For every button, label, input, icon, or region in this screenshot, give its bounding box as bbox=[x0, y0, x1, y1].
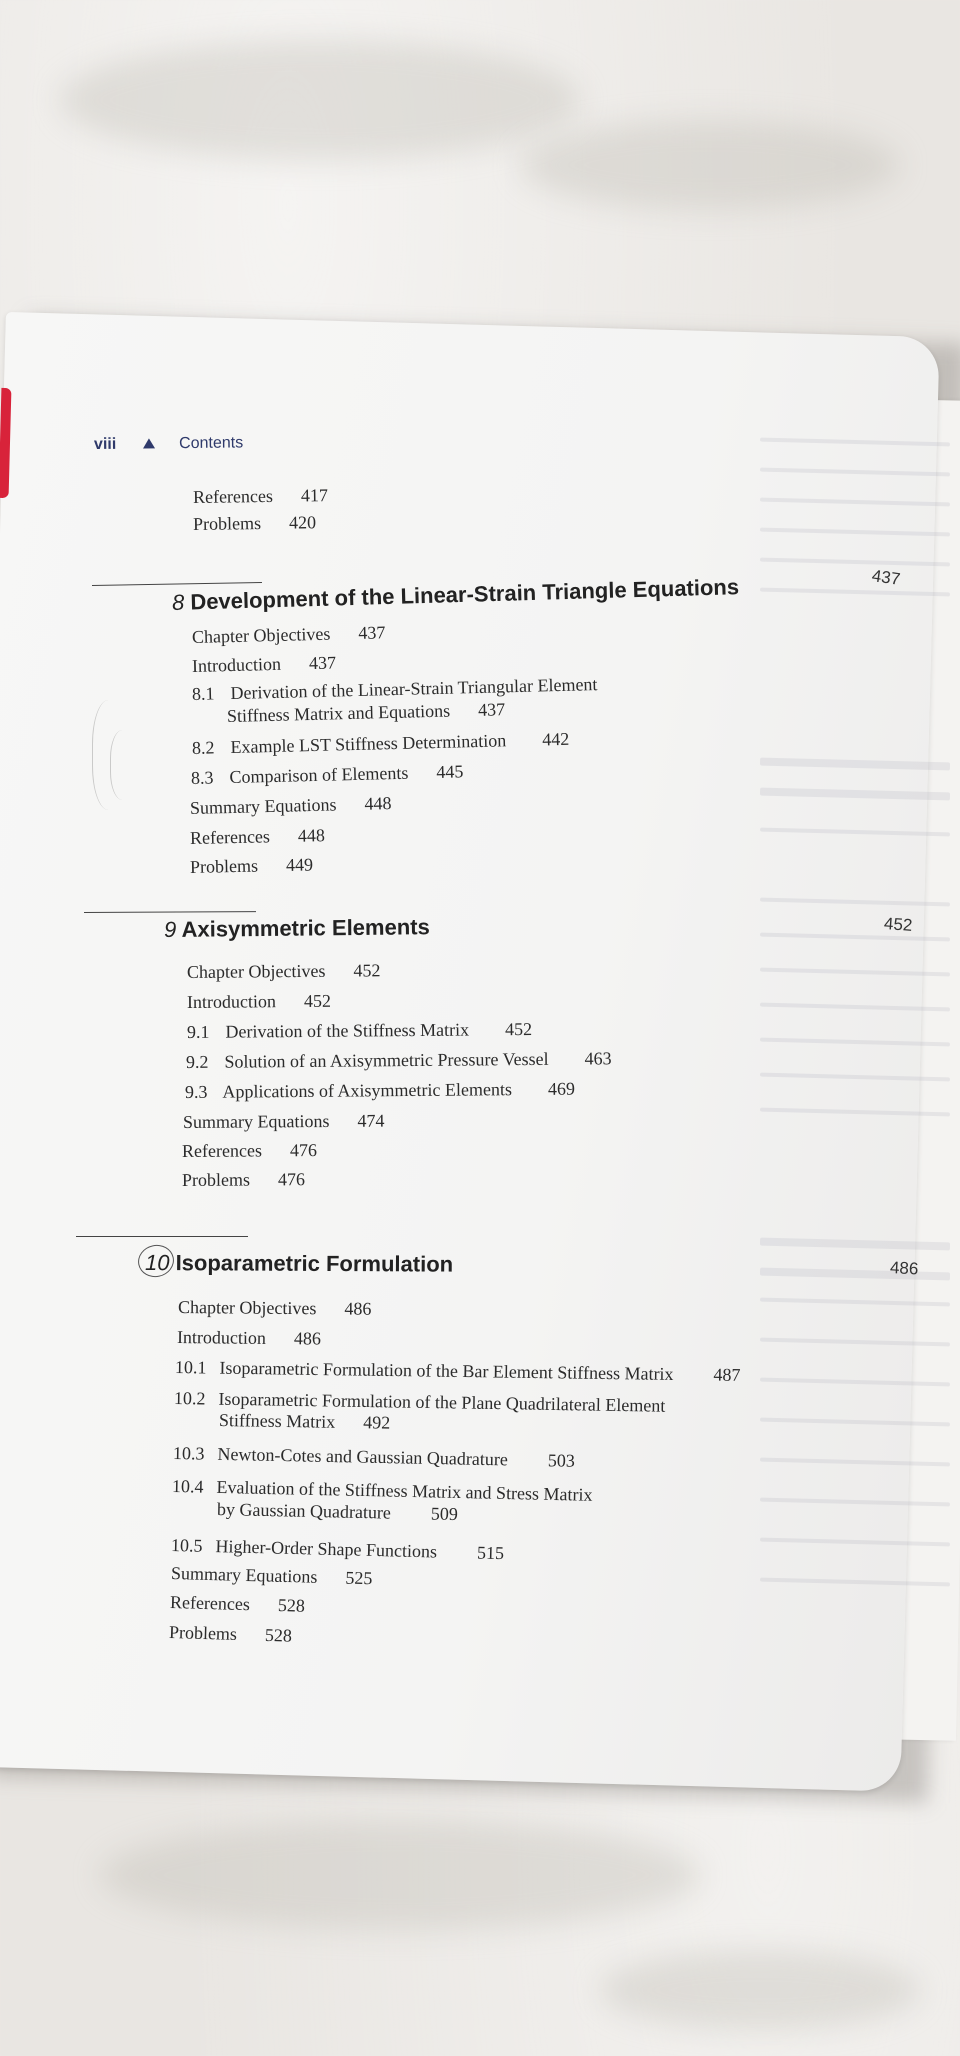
entry-page: 525 bbox=[345, 1567, 373, 1589]
entry-page: 515 bbox=[476, 1542, 505, 1564]
entry-page: 528 bbox=[277, 1595, 306, 1616]
toc-entry bbox=[192, 652, 336, 677]
toc-entry bbox=[192, 622, 386, 648]
entry-number: 10.5 bbox=[170, 1535, 203, 1556]
chapter-number: 10 bbox=[144, 1250, 170, 1276]
entry-page: 503 bbox=[547, 1450, 576, 1471]
chapter-rule bbox=[92, 582, 262, 586]
entry-label: Summary Equations bbox=[189, 794, 337, 818]
toc-entry bbox=[182, 1140, 317, 1162]
chapter-page: 486 bbox=[889, 1258, 919, 1279]
entry-number: 10.4 bbox=[171, 1476, 204, 1497]
toc-entry bbox=[190, 854, 313, 878]
entry-label: Higher-Order Shape Functions bbox=[215, 1536, 438, 1562]
entry-label: Stiffness Matrix bbox=[218, 1410, 336, 1432]
toc-entry bbox=[173, 1443, 575, 1472]
toc-entry bbox=[191, 761, 464, 789]
entry-page: 437 bbox=[308, 652, 337, 674]
entry-number: 10.1 bbox=[174, 1357, 207, 1378]
toc-entry-continued bbox=[219, 1410, 390, 1434]
entry-page: 476 bbox=[289, 1140, 318, 1161]
toc-entry-continued bbox=[217, 1499, 458, 1525]
chapter-rule bbox=[84, 911, 256, 913]
toc-entry bbox=[170, 1592, 305, 1617]
entry-label: Isoparametric Formulation of the Plane Quadrilateral Element bbox=[218, 1388, 666, 1416]
entry-page: 449 bbox=[285, 854, 314, 875]
chapter-number: 9 bbox=[163, 916, 177, 942]
chapter-title: Axisymmetric Elements bbox=[181, 914, 430, 942]
toc-entry bbox=[192, 674, 598, 705]
entry-page: 487 bbox=[713, 1364, 741, 1385]
entry-number: 8.3 bbox=[190, 767, 214, 788]
entry-label: Problems bbox=[192, 513, 262, 534]
toc-entry bbox=[178, 1297, 372, 1320]
entry-label: Example LST Stiffness Determination bbox=[230, 730, 507, 758]
toc-entry-continued bbox=[227, 699, 506, 727]
entry-label: Introduction bbox=[176, 1327, 267, 1348]
toc-entry bbox=[187, 991, 331, 1013]
entry-label: Introduction bbox=[186, 991, 277, 1012]
entry-page: 452 bbox=[303, 990, 332, 1011]
toc-entry bbox=[175, 1357, 741, 1386]
toc-entry bbox=[171, 1563, 373, 1589]
toc-entry bbox=[193, 512, 316, 535]
entry-label: Introduction bbox=[191, 653, 282, 676]
entry-label: Chapter Objectives bbox=[177, 1297, 317, 1319]
entry-label: Summary Equations bbox=[170, 1563, 318, 1587]
entry-number: 10.2 bbox=[173, 1388, 206, 1409]
entry-label: Derivation of the Linear-Strain Triangular Element bbox=[230, 674, 598, 704]
entry-page: 486 bbox=[344, 1298, 372, 1319]
toc-entry bbox=[182, 1169, 305, 1191]
entry-number: 9.3 bbox=[184, 1081, 208, 1102]
entry-label: Derivation of the Stiffness Matrix bbox=[225, 1019, 470, 1042]
section-label: Contents bbox=[179, 434, 244, 453]
entry-label: Problems bbox=[181, 1169, 251, 1190]
chapter-title: Development of the Linear-Strain Triangle Equations bbox=[190, 574, 740, 615]
entry-page: 476 bbox=[277, 1169, 306, 1190]
entry-page: 469 bbox=[547, 1078, 576, 1099]
page-number: viii bbox=[93, 435, 117, 453]
chapter-heading bbox=[172, 574, 740, 616]
chapter-page: 437 bbox=[870, 566, 902, 589]
toc-entry bbox=[177, 1327, 321, 1350]
chapter-heading bbox=[164, 914, 430, 943]
entry-label: Stiffness Matrix and Equations bbox=[226, 700, 451, 726]
toc-entry bbox=[171, 1535, 505, 1564]
entry-page: 486 bbox=[293, 1328, 322, 1349]
entry-label: Summary Equations bbox=[182, 1110, 330, 1132]
toc-entry bbox=[187, 1019, 532, 1043]
entry-page: 445 bbox=[436, 761, 464, 782]
entry-label: by Gaussian Quadrature bbox=[216, 1499, 392, 1523]
entry-page: 417 bbox=[300, 485, 329, 506]
entry-page: 448 bbox=[297, 825, 326, 846]
entry-page: 452 bbox=[353, 960, 381, 981]
chapter-page: 452 bbox=[883, 914, 914, 935]
chapter-title: Isoparametric Formulation bbox=[175, 1250, 454, 1277]
entry-label: Chapter Objectives bbox=[191, 623, 331, 647]
entry-page: 448 bbox=[364, 793, 392, 814]
entry-page: 437 bbox=[477, 699, 506, 720]
entry-label: Evaluation of the Stiffness Matrix and Stress Matrix bbox=[216, 1476, 593, 1505]
entry-number: 8.1 bbox=[191, 683, 215, 704]
entry-page: 420 bbox=[288, 512, 317, 533]
toc-entry bbox=[187, 960, 381, 983]
chapter-heading bbox=[145, 1250, 453, 1278]
page-header bbox=[94, 434, 243, 454]
toc-entry bbox=[190, 793, 392, 819]
toc-entry bbox=[190, 825, 325, 849]
triangle-icon bbox=[143, 438, 155, 448]
toc-entry bbox=[186, 1048, 612, 1073]
toc-entry bbox=[183, 1111, 385, 1133]
chapter-number: 8 bbox=[171, 589, 185, 615]
entry-page: 442 bbox=[541, 728, 570, 750]
entry-number: 10.3 bbox=[172, 1443, 205, 1464]
entry-label: References bbox=[189, 826, 271, 848]
toc-entry bbox=[169, 1622, 293, 1647]
entry-label: Solution of an Axisymmetric Pressure Vessel bbox=[224, 1048, 549, 1072]
entry-label: Applications of Axisymmetric Elements bbox=[222, 1079, 513, 1102]
entry-label: Newton-Cotes and Gaussian Quadrature bbox=[217, 1443, 509, 1470]
entry-page: 452 bbox=[505, 1018, 533, 1040]
entry-page: 474 bbox=[357, 1110, 385, 1131]
entry-page: 437 bbox=[358, 622, 386, 643]
entry-page: 509 bbox=[430, 1503, 459, 1525]
chapter-rule bbox=[76, 1236, 248, 1237]
entry-label: References bbox=[169, 1592, 251, 1615]
entry-page: 463 bbox=[584, 1048, 612, 1069]
entry-number: 9.2 bbox=[185, 1051, 209, 1072]
toc-entry bbox=[193, 485, 328, 508]
toc-entry bbox=[192, 729, 570, 759]
entry-page: 528 bbox=[264, 1624, 293, 1646]
entry-label: Comparison of Elements bbox=[229, 762, 409, 788]
toc-entry bbox=[185, 1079, 575, 1103]
entry-number: 9.1 bbox=[186, 1021, 210, 1042]
entry-label: Chapter Objectives bbox=[186, 960, 326, 982]
entry-label: Isoparametric Formulation of the Bar Element Stiffness Matrix bbox=[219, 1357, 674, 1384]
entry-label: References bbox=[181, 1140, 263, 1161]
entry-number: 8.2 bbox=[191, 737, 215, 758]
entry-label: References bbox=[192, 485, 274, 507]
entry-label: Problems bbox=[168, 1622, 238, 1645]
entry-page: 492 bbox=[363, 1412, 391, 1433]
entry-label: Problems bbox=[189, 855, 259, 877]
